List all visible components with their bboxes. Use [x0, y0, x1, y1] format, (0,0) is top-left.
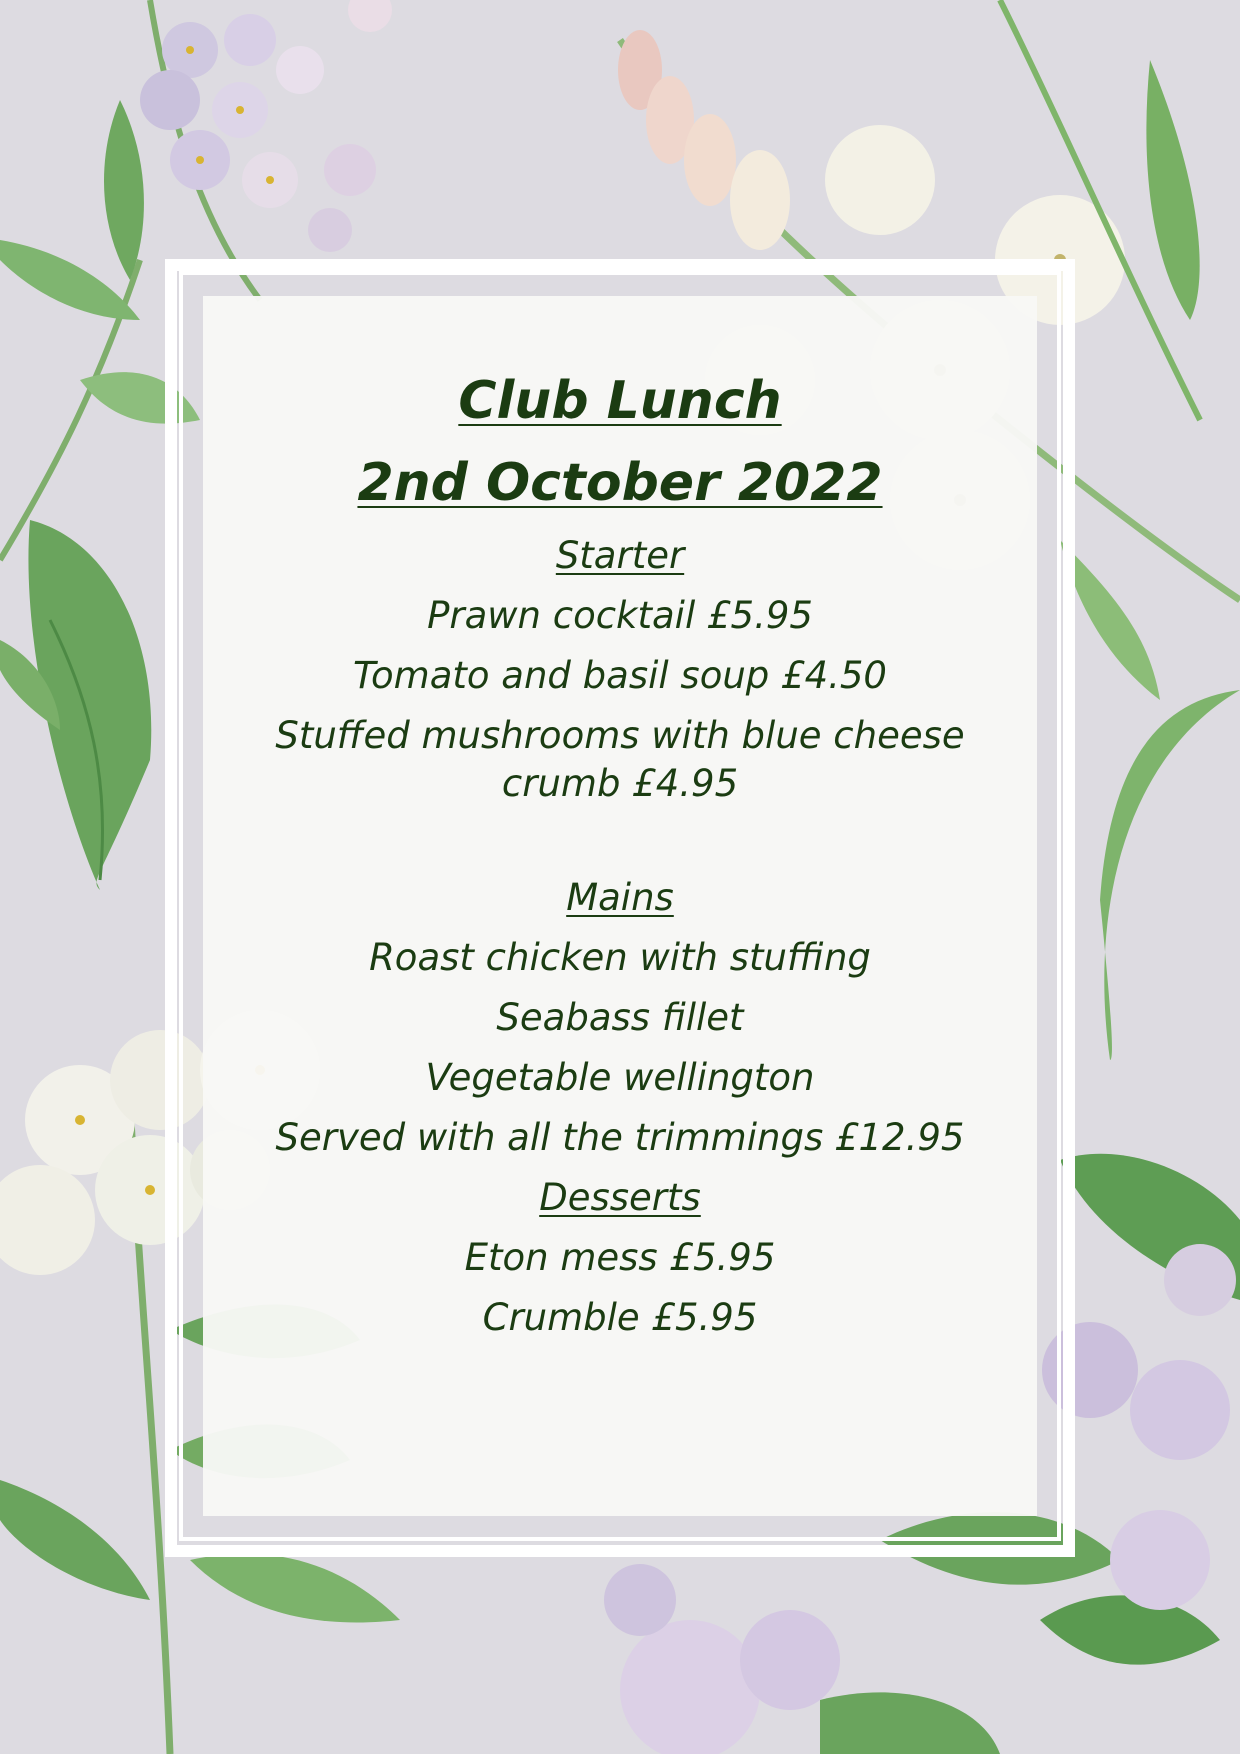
lilac-flowers-top-left [140, 0, 392, 300]
section-heading-desserts: Desserts [539, 1176, 701, 1219]
section-heading-mains: Mains [566, 876, 674, 919]
menu-item: Roast chicken with stuffing [369, 936, 871, 979]
menu-item: Seabass fillet [496, 996, 744, 1039]
menu-item: Prawn cocktail £5.95 [427, 594, 813, 637]
menu-item: Served with all the trimmings £12.95 [275, 1116, 965, 1159]
menu-item: Crumble £5.95 [482, 1296, 758, 1339]
menu-date: 2nd October 2022 [357, 453, 883, 513]
section-heading-starter: Starter [555, 534, 685, 577]
menu-item: Tomato and basil soup £4.50 [353, 654, 887, 697]
section-spacer [203, 808, 1037, 868]
menu-item: Stuffed mushrooms with blue cheese crumb £4.95 [275, 714, 965, 805]
menu-item: Eton mess £5.95 [464, 1236, 776, 1279]
menu-content [203, 366, 1037, 1348]
menu-item: Vegetable wellington [425, 1056, 815, 1099]
menu-title: Club Lunch [458, 371, 782, 431]
